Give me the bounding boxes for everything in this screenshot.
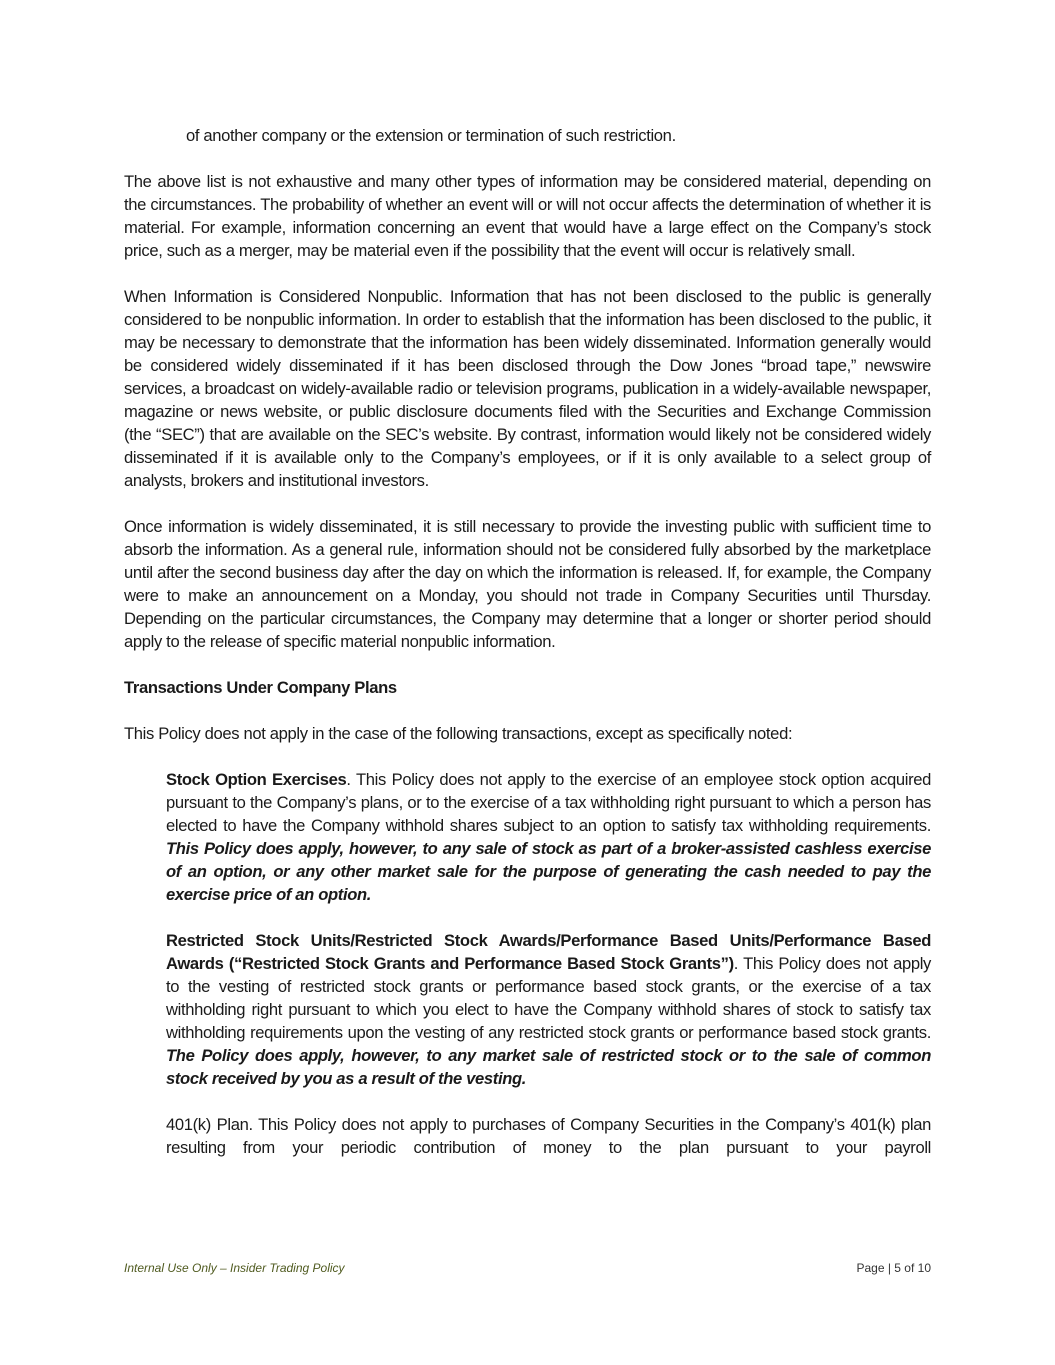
item-body: . This Policy does not apply to the vesting of restricted stock grants or performance based stock grants, or the exercise of a tax withholding right pursuant to which you elect to have the Company withhold shares of stock to satisfy tax withholding requirements upon the vesting of any restricted stock grants or performance based stock grants. xyxy=(166,954,931,1042)
page-footer xyxy=(124,1261,931,1275)
section-heading: Transactions Under Company Plans xyxy=(124,678,397,697)
document-page xyxy=(124,124,931,1159)
item-body: 401(k) Plan. This Policy does not apply to purchases of Company Securities in the Company’s 401(k) plan resulting from your periodic contribution of money to the plan pursuant to your payroll xyxy=(166,1115,931,1157)
item-emphasis: The Policy does apply, however, to any market sale of restricted stock or to the sale of common stock received by you as a result of the vesting. xyxy=(166,1046,931,1088)
item-restricted-stock xyxy=(166,929,931,1090)
item-body: . This Policy does not apply to the exercise of an employee stock option acquired pursuant to the Company’s plans, or to the exercise of a tax withholding right pursuant to which a person has elected to have the Company withhold shares subject to an option to satisfy tax withholding requirements. xyxy=(166,770,932,835)
item-emphasis: This Policy does apply, however, to any sale of stock as part of a broker-assisted cashless exercise of an option, or any other market sale for the purpose of generating the cash needed to pay the exercise price of an option. xyxy=(166,839,931,904)
paragraph-materiality: The above list is not exhaustive and many other types of information may be considered material, depending on the circumstances. The probability of whether an event will or will not occur affects the determination of whether it is material. For example, information concerning an event that would have a large effect on the Company’s stock price, such as a merger, may be material even if the possibility that the event will occur is relatively small. xyxy=(124,172,931,260)
page-number: Page | 5 of 10 xyxy=(856,1261,931,1275)
item-401k-plan xyxy=(166,1113,931,1159)
item-stock-option-exercises xyxy=(166,768,931,906)
paragraph-nonpublic: When Information is Considered Nonpublic. Information that has not been disclosed to the public is generally considered to be nonpublic information. In order to establish that the information has been disclosed to the public, it may be necessary to demonstrate that the information has been widely disseminated. Information generally would be considered widely disseminated if it has been disclosed through the Dow Jones “broad tape,” newswire services, a broadcast on widely-available radio or television programs, publication in a widely-available newspaper, magazine or news website, or public disclosure documents filed with the Securities and Exchange Commission (the “SEC”) that are available on the SEC’s website. By contrast, information would likely not be considered widely disseminated if it is available only to the Company’s employees, or if it is only available to a select group of analysts, brokers and institutional investors. xyxy=(124,287,931,490)
section-intro: This Policy does not apply in the case of the following transactions, except as specifically noted: xyxy=(124,724,793,743)
continuation-text: of another company or the extension or termination of such restriction. xyxy=(186,126,676,145)
paragraph-dissemination: Once information is widely disseminated, it is still necessary to provide the investing public with sufficient time to absorb the information. As a general rule, information should not be considered fully absorbed by the marketplace until after the second business day after the day on which the information is released. If, for example, the Company were to make an announcement on a Monday, you should not trade in Company Securities until Thursday. Depending on the particular circumstances, the Company may determine that a longer or shorter period should apply to the release of specific material nonpublic information. xyxy=(124,517,931,651)
item-title: Stock Option Exercises xyxy=(166,770,347,789)
item-title: Restricted Stock Units/Restricted Stock Awards/Performance Based Units/Performance Based Awards (“Restricted Stock Grants and Performance Based Stock Grants”) xyxy=(166,931,931,973)
footer-label: Internal Use Only – Insider Trading Policy xyxy=(124,1261,345,1275)
